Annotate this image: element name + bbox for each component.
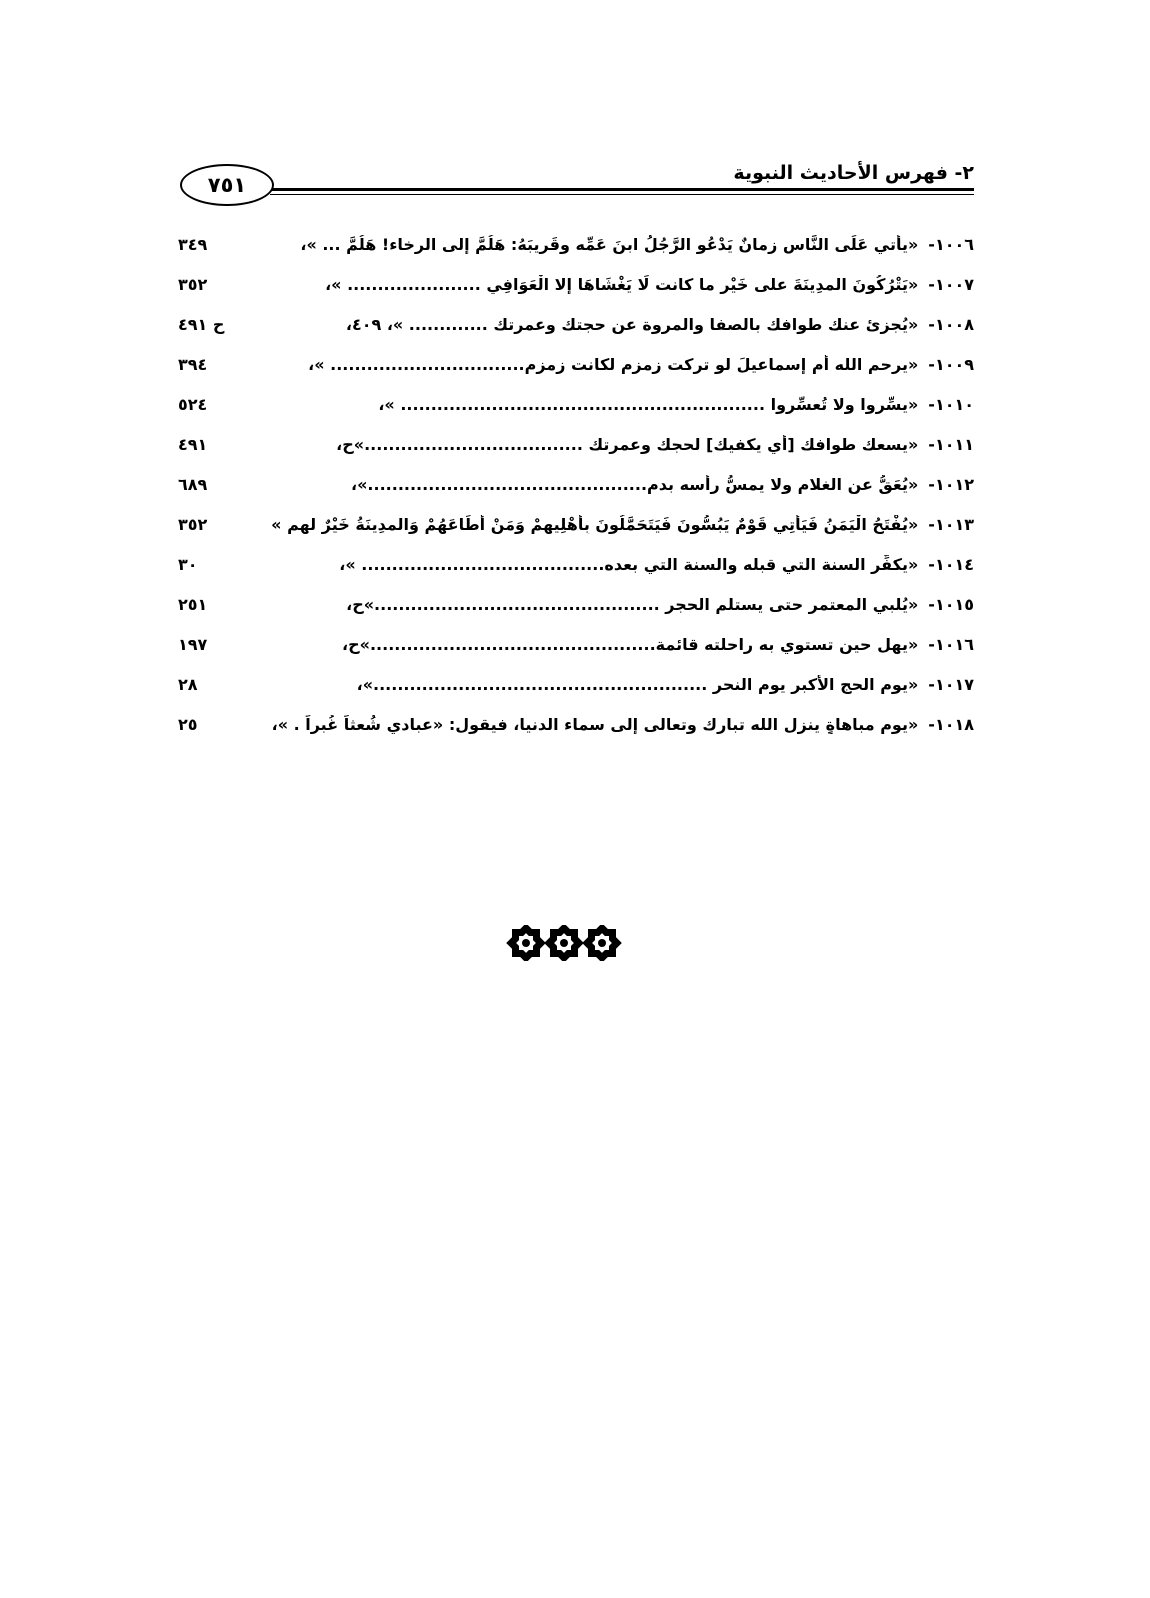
entry-page-ref: ٣٥٢ [178, 274, 208, 294]
entry-number: ١٠١٦- [928, 634, 974, 654]
entry-number: ١٠٠٦- [928, 234, 974, 254]
index-entry [178, 304, 974, 344]
index-entry [178, 224, 974, 264]
index-entry [178, 504, 974, 544]
index-entry [178, 544, 974, 584]
header-rule-thin [270, 194, 974, 195]
entry-text: «يكفِّر السنة التي قبله والسنة التي بعده........................................ »، [339, 554, 919, 574]
entry-text: «يُلبي المعتمر حتى يستلم الحجر ...............................................»ح، [346, 594, 919, 614]
decorative-ornament-icon [506, 925, 622, 961]
index-entry [178, 584, 974, 624]
entry-number: ١٠١٥- [928, 594, 974, 614]
section-title: ٢- فهرس الأحاديث النبوية [733, 162, 974, 184]
entry-number: ١٠١٨- [928, 714, 974, 734]
entry-page-ref: ٣٤٩ [178, 234, 208, 254]
index-entry [178, 704, 974, 744]
index-entry [178, 664, 974, 704]
entry-text: «يُفْتَحُ الْيَمَنُ فَيَأْتِي قَوْمٌ يَبُسُّونَ فَيَتَحَمَّلُونَ بِأَهْلِيهِمْ وَمَنْ أَطَاعَهُمْ وَالمدِينَةُ خَيْرٌ لهم » [271, 514, 919, 534]
header-rule-thick [266, 188, 974, 191]
entry-number: ١٠١٠- [928, 394, 974, 414]
entry-page-ref: ٦٨٩ [178, 474, 208, 494]
entry-page-ref: ٢٥ [178, 714, 198, 734]
entry-page-ref: ١٩٧ [178, 634, 208, 654]
entry-text: «يَتْرُكُونَ المدِينَةَ على خَيْرِ ما كانت لَا يَغْشَاهَا إلا الْعَوَافِي ...................... »، [325, 274, 919, 294]
entry-number: ١٠١١- [928, 434, 974, 454]
entry-text: «يوم الحج الأكبر يوم النحر .......................................................»، [356, 674, 919, 694]
entry-number: ١٠٠٩- [928, 354, 974, 374]
entry-page-ref: ٤٩١ [178, 434, 208, 454]
entry-number: ١٠٠٨- [928, 314, 974, 334]
entry-page-ref: ٥٢٤ [178, 394, 208, 414]
entry-text: «يسِّروا ولا تُعسِّروا ............................................................ »، [378, 394, 919, 414]
entry-text: «يُعَقُّ عن الغلام ولا يمسُّ رأسه بدمٍ..............................................»، [351, 474, 919, 494]
index-entry [178, 464, 974, 504]
entry-number: ١٠١٤- [928, 554, 974, 574]
entry-page-ref: ٣٠ [178, 554, 198, 574]
entry-text: «يسعك طوافك [أي يكفيك] لحجك وعمرتك ....................................»ح، [336, 434, 919, 454]
entry-number: ١٠١٢- [928, 474, 974, 494]
entry-number: ١٠١٧- [928, 674, 974, 694]
page-number: ٧٥١ [207, 173, 247, 197]
index-entry [178, 344, 974, 384]
index-entry [178, 624, 974, 664]
index-entry [178, 424, 974, 464]
index-entry [178, 384, 974, 424]
entry-number: ١٠١٣- [928, 514, 974, 534]
entry-page-ref: ٣٩٤ [178, 354, 208, 374]
entry-text: «يرحم الله أم إسماعيلَ لو تركت زمزم لكانت زمزم................................ »، [308, 354, 919, 374]
hadith-index-list [178, 224, 974, 744]
page-header [178, 160, 974, 210]
entry-text: «يأتي عَلَى النَّاسِ زمانٌ يَدْعُو الرَّجُلُ ابنَ عَمِّه وقَرِيبَهُ: هَلُمَّ إلى الرخاء! هَلُمَّ ... »، [300, 234, 919, 254]
entry-page-ref: ح ٤٩١ [178, 314, 225, 334]
entry-number: ١٠٠٧- [928, 274, 974, 294]
entry-page-ref: ٣٥٢ [178, 514, 208, 534]
entry-text: «يهل حين تستوي به راحلته قائمة...............................................»ح، [342, 634, 919, 654]
page-number-badge [180, 164, 274, 206]
entry-text: «يُجزئ عنك طوافك بالصفا والمروة عن حجتك وعمرتك ............. »، ٤٠٩، [345, 314, 919, 334]
index-entry [178, 264, 974, 304]
entry-page-ref: ٢٨ [178, 674, 198, 694]
entry-page-ref: ٢٥١ [178, 594, 208, 614]
entry-text: «يوم مباهاةٍ ينزل الله تبارك وتعالى إلى سماء الدنيا، فيقول: «عبادي شُعثاً غُبراً . »، [271, 714, 919, 734]
